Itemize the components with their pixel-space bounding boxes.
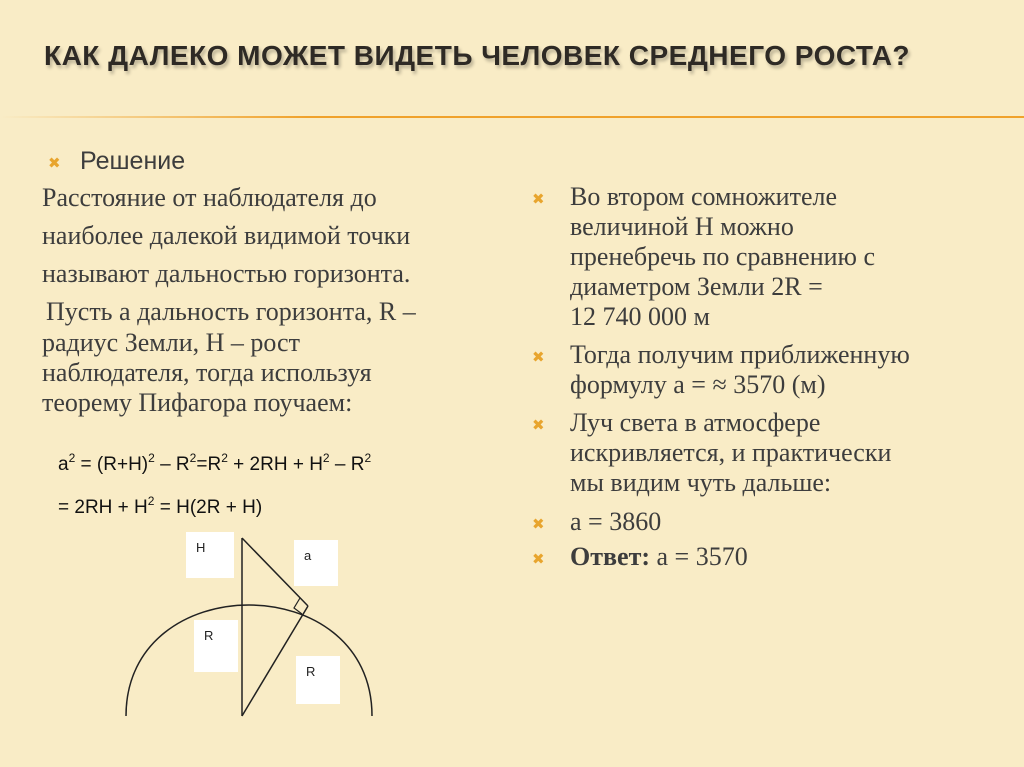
right-b1-line2: величиной H можно bbox=[570, 212, 794, 241]
right-b1-line5: 12 740 000 м bbox=[570, 302, 710, 331]
label-a: a bbox=[294, 540, 338, 586]
left-para2-line3: наблюдателя, тогда используя bbox=[42, 358, 372, 387]
title-divider bbox=[0, 116, 1024, 118]
formula-line2: = $2RH + H^2 = H(2R + H)$ bbox=[58, 494, 263, 518]
x-mark-icon: ✖ bbox=[532, 348, 545, 366]
pythagoras-formula bbox=[58, 440, 371, 526]
right-b3-line1: Луч света в атмосфере bbox=[570, 408, 821, 437]
x-mark-icon: ✖ bbox=[532, 515, 545, 533]
formula-line1: $a^2 = (R+H)^2 - R^2=R^2 + 2RH + H^2 - R^2$ bbox=[58, 451, 372, 475]
label-r-vertical: R bbox=[194, 620, 238, 672]
left-para1-line2: наиболее далекой видимой точки bbox=[42, 221, 411, 250]
solution-heading: Решение bbox=[80, 147, 186, 175]
answer-line bbox=[570, 540, 748, 574]
left-para2-line4: теорему Пифагора поучаем: bbox=[42, 388, 353, 417]
left-para1-line3: называют дальностью горизонта. bbox=[42, 259, 411, 288]
x-mark-icon: ✖ bbox=[532, 190, 545, 208]
right-b2-line1: Тогда получим приближенную bbox=[570, 340, 910, 369]
left-para2-line2: радиус Земли, H – рост bbox=[42, 328, 300, 357]
label-h: H bbox=[186, 532, 234, 578]
slide-title: КАК ДАЛЕКО МОЖЕТ ВИДЕТЬ ЧЕЛОВЕК СРЕДНЕГО РОСТА? bbox=[44, 40, 911, 71]
right-b3-line2: искривляется, и практически bbox=[570, 438, 892, 467]
left-para1-line1: Расстояние от наблюдателя до bbox=[42, 183, 377, 212]
x-mark-icon: ✖ bbox=[532, 550, 545, 568]
left-para2-line1: Пусть а дальность горизонта, R – bbox=[46, 297, 416, 326]
right-b3-line3: мы видим чуть дальше: bbox=[570, 468, 832, 497]
x-mark-icon: ✖ bbox=[532, 416, 545, 434]
answer-value: а = 3570 bbox=[650, 542, 748, 571]
right-b4: а = 3860 bbox=[570, 507, 662, 536]
right-b2-line2: формулу а = ≈ 3570 (м) bbox=[570, 370, 826, 399]
right-b1-line1: Во втором сомножителе bbox=[570, 182, 838, 211]
right-b1-line3: пренебречь по сравнению с bbox=[570, 242, 875, 271]
x-mark-icon: ✖ bbox=[48, 154, 61, 172]
earth-horizon-diagram bbox=[118, 528, 380, 718]
right-b1-line4: диаметром Земли 2R = bbox=[570, 272, 823, 301]
horizon-geometry-figure bbox=[118, 528, 380, 718]
answer-label: Ответ: bbox=[570, 542, 651, 571]
label-r-slanted: R bbox=[296, 656, 340, 704]
